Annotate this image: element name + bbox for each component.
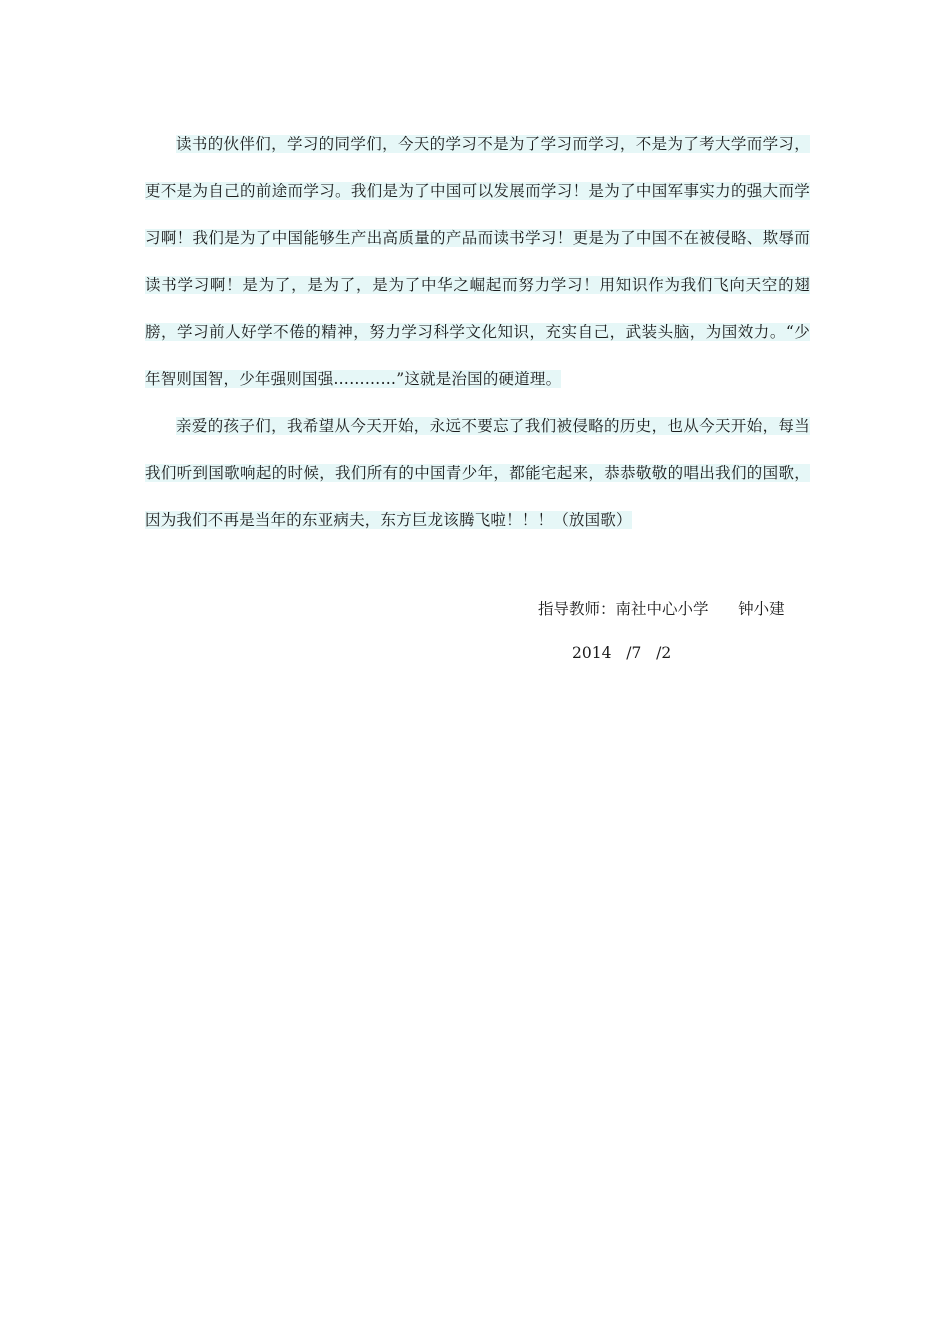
signature-line: 指导教师：南社中心小学 钟小建 [538,600,785,618]
paragraph-2 [145,403,810,544]
document-body [145,121,810,544]
date-line: 2014 /7 /2 [572,644,672,662]
paragraph-1-text: 读书的伙伴们，学习的同学们，今天的学习不是为了学习而学习，不是为了考大学而学习，更不是为自己的前途而学习。我们是为了中国可以发展而学习！是为了中国军事实力的强大而学习啊！我们是为了中国能够生产出高质量的产品而读书学习！更是为了中国不在被侵略、欺辱而读书学习啊！是为了，是为了，是为了中华之崛起而努力学习！用知识作为我们飞向天空的翅膀，学习前人好学不倦的精神，努力学习科学文化知识，充实自己，武装头脑，为国效力。“少年智则国智，少年强则国强…………”这就是治国的硬道理。 [145,135,810,388]
paragraph-2-text: 亲爱的孩子们，我希望从今天开始，永远不要忘了我们被侵略的历史，也从今天开始，每当我们听到国歌响起的时候，我们所有的中国青少年，都能宅起来，恭恭敬敬的唱出我们的国歌，因为我们不再是当年的东亚病夫，东方巨龙该腾飞啦！！！（放国歌） [145,417,810,529]
paragraph-1 [145,121,810,403]
